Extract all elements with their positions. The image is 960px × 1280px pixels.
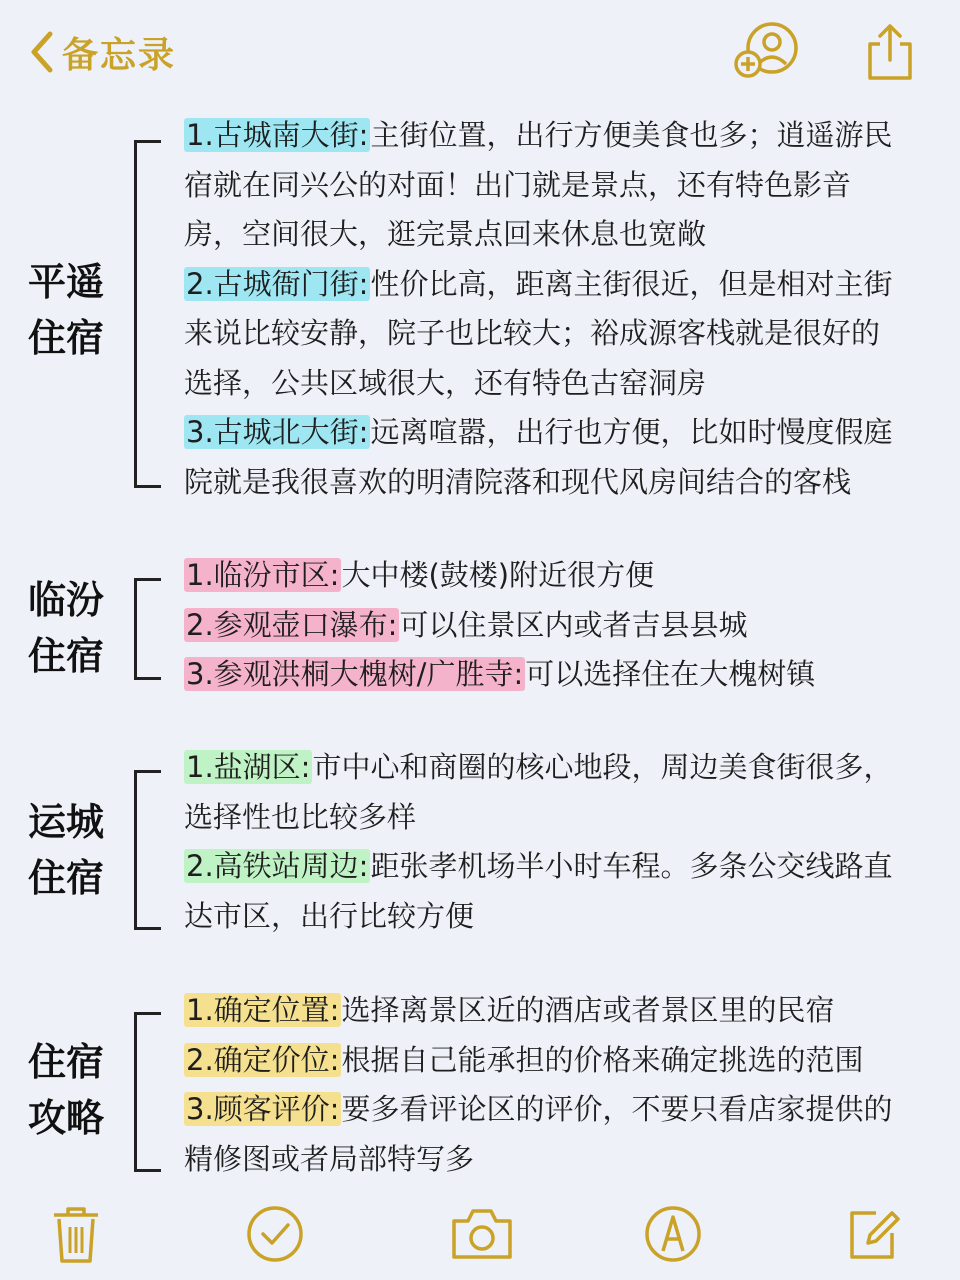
camera-icon[interactable] xyxy=(450,1205,514,1265)
navigation-bar xyxy=(0,0,960,100)
highlight-label: 1.临汾市区: xyxy=(186,558,340,592)
item-text: 性价比高，距离主街很近，但是相对主街 xyxy=(370,266,893,301)
list-item xyxy=(184,210,940,260)
list-item xyxy=(184,842,940,892)
item-text: 距张孝机场半小时车程。多条公交线路直 xyxy=(370,849,893,883)
list-item xyxy=(184,260,940,310)
item-text: 院就是我很喜欢的明清院落和现代风房间结合的客栈 xyxy=(184,464,852,499)
bracket xyxy=(134,578,161,680)
list-item xyxy=(184,309,940,359)
list-item xyxy=(184,551,940,601)
section-title-line2: 住宿 xyxy=(28,634,105,678)
section-title xyxy=(28,254,114,366)
item-text: 宿就在同兴公的对面！出门就是景点，还有特色影音 xyxy=(184,167,852,202)
section-title-line2: 住宿 xyxy=(28,316,105,360)
bracket xyxy=(134,770,161,930)
section-lines xyxy=(184,743,940,941)
compose-icon[interactable] xyxy=(846,1205,902,1267)
list-item xyxy=(184,111,940,161)
section-lines xyxy=(184,986,940,1184)
highlight-label: 3.参观洪桐大槐树/广胜寺: xyxy=(186,657,524,691)
list-item xyxy=(184,161,940,211)
item-text: 达市区，出行比较方便 xyxy=(184,898,475,933)
section-title-line2: 攻略 xyxy=(28,1096,105,1140)
item-text: 可以住景区内或者吉县县城 xyxy=(399,607,748,642)
section-title-line1: 住宿 xyxy=(28,1040,105,1084)
list-item xyxy=(184,1036,940,1086)
item-text: 选择离景区近的酒店或者景区里的民宿 xyxy=(341,993,835,1027)
section-title-line1: 平遥 xyxy=(28,260,105,304)
highlight-label: 3.古城北大街: xyxy=(186,415,369,449)
bracket xyxy=(134,140,161,488)
chevron-left-icon xyxy=(26,28,56,76)
section-title-line2: 住宿 xyxy=(28,856,105,900)
highlight-label: 1.盐湖区: xyxy=(186,750,311,784)
add-person-icon[interactable] xyxy=(732,22,800,86)
item-text: 选择，公共区域很大，还有特色古窑洞房 xyxy=(184,365,707,400)
list-item xyxy=(184,793,940,843)
highlight-label: 2.确定价位: xyxy=(186,1042,340,1077)
section-title xyxy=(28,572,114,684)
back-button[interactable] xyxy=(26,24,176,80)
highlight-label: 1.古城南大街: xyxy=(186,118,369,152)
highlight-label: 2.参观壶口瀑布: xyxy=(186,607,398,642)
back-label: 备忘录 xyxy=(62,34,177,76)
item-text: 大中楼(鼓楼)附近很方便 xyxy=(341,558,655,592)
list-item xyxy=(184,892,940,942)
item-text: 房，空间很大，逛完景点回来休息也宽敞 xyxy=(184,217,707,251)
item-text: 市中心和商圈的核心地段，周边美食街很多， xyxy=(312,750,893,784)
highlight-label: 1.确定位置: xyxy=(186,993,340,1027)
item-text: 来说比较安静，院子也比较大；裕成源客栈就是很好的 xyxy=(184,316,881,350)
checkmark-icon[interactable] xyxy=(246,1205,304,1267)
section-title xyxy=(28,1034,114,1146)
section-title-line1: 临汾 xyxy=(28,578,105,622)
item-text: 主街位置，出行方便美食也多；逍遥游民 xyxy=(370,118,893,152)
highlight-label: 2.古城衙门街: xyxy=(186,266,369,301)
list-item xyxy=(184,986,940,1036)
bottom-toolbar xyxy=(0,1195,960,1280)
share-icon[interactable] xyxy=(862,22,918,86)
item-text: 根据自己能承担的价格来确定挑选的范围 xyxy=(341,1042,864,1077)
list-item xyxy=(184,458,940,508)
section-title-line1: 运城 xyxy=(28,800,105,844)
item-text: 精修图或者局部特写多 xyxy=(184,1141,475,1176)
bracket xyxy=(134,1012,161,1172)
list-item xyxy=(184,408,940,458)
list-item xyxy=(184,601,940,651)
list-item xyxy=(184,650,940,700)
highlight-label: 3.顾客评价: xyxy=(186,1092,340,1126)
list-item xyxy=(184,1085,940,1135)
item-text: 可以选择住在大槐树镇 xyxy=(525,657,816,691)
list-item xyxy=(184,359,940,409)
item-text: 远离喧嚣，出行也方便，比如时慢度假庭 xyxy=(370,415,893,449)
item-text: 要多看评论区的评价，不要只看店家提供的 xyxy=(341,1092,893,1126)
pen-icon[interactable] xyxy=(644,1205,702,1267)
list-item xyxy=(184,1135,940,1185)
highlight-label: 2.高铁站周边: xyxy=(186,849,369,883)
list-item xyxy=(184,743,940,793)
item-text: 选择性也比较多样 xyxy=(184,799,417,834)
section-lines xyxy=(184,111,940,507)
section-title xyxy=(28,794,114,906)
trash-icon[interactable] xyxy=(50,1205,102,1269)
section-lines xyxy=(184,551,940,700)
